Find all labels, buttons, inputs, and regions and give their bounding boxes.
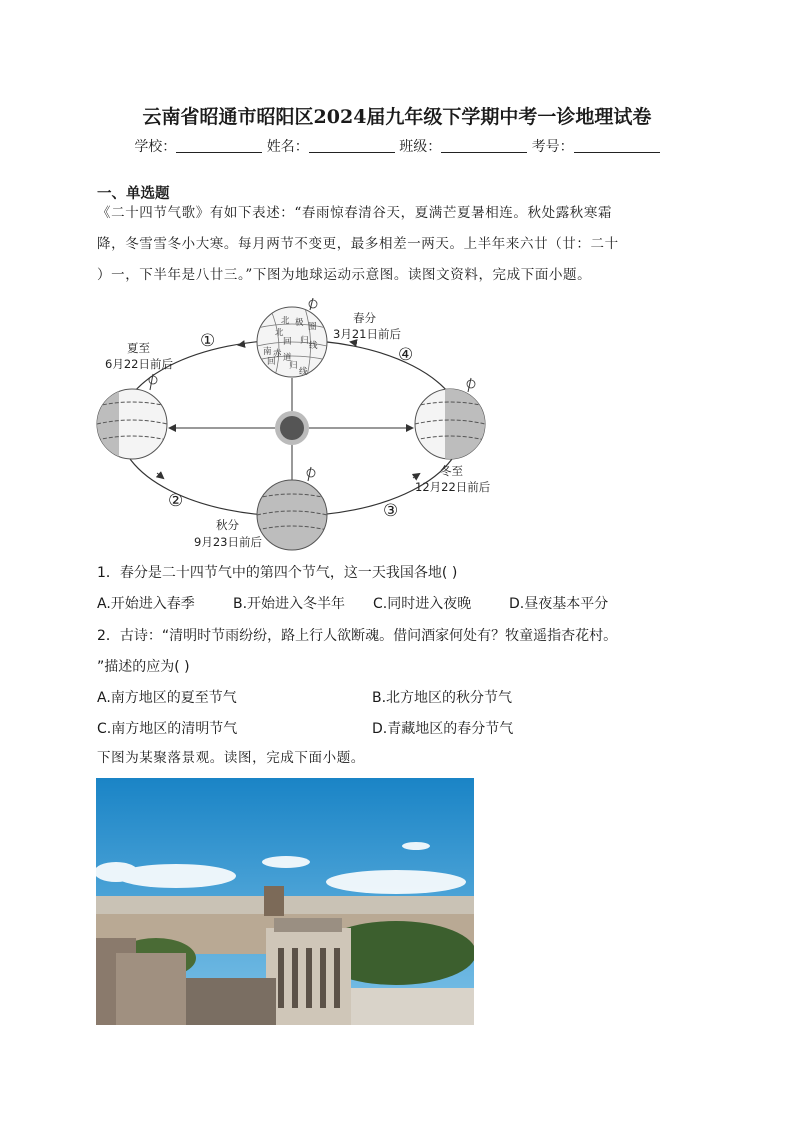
question-2-stem: 2．古诗：“清明时节雨纷纷，路上行人欲断魂。借问酒家何处有？牧童遥指杏花村。 <box>97 628 618 644</box>
orbit-num-3: ③ <box>383 501 399 521</box>
svg-text:北: 北 <box>275 328 284 338</box>
question-2-option-b[interactable]: B.北方地区的秋分节气 <box>372 690 513 706</box>
svg-text:北: 北 <box>281 316 290 326</box>
svg-text:道: 道 <box>283 353 292 363</box>
orbit-num-1: ① <box>200 331 216 351</box>
globe-spring <box>257 298 327 377</box>
svg-text:回: 回 <box>267 357 276 367</box>
intro-2: 下图为某聚落景观。读图，完成下面小题。 <box>97 750 365 766</box>
svg-text:归: 归 <box>300 336 309 346</box>
class-blank <box>441 138 527 153</box>
globe-summer <box>97 374 167 466</box>
intro-line-3: ）一，下半年是八廿三。”下图为地球运动示意图。读图文资料，完成下面小题。 <box>97 267 592 283</box>
orbit-arrow-4 <box>351 342 357 343</box>
intro-paragraph <box>97 198 697 291</box>
question-2-stem-cont: ”描述的应为( ) <box>97 659 190 675</box>
orbit-arrow-2 <box>157 473 163 478</box>
svg-text:线: 线 <box>299 367 308 377</box>
orbit-num-2: ② <box>168 491 184 511</box>
svg-text:回: 回 <box>283 337 292 347</box>
earth-orbit-diagram <box>95 298 505 556</box>
page-title: 云南省昭通市昭阳区2024届九年级下学期中考一诊地理试卷 <box>142 106 652 128</box>
question-1-option-c[interactable]: C.同时进入夜晚 <box>373 596 472 612</box>
svg-text:赤: 赤 <box>273 349 282 359</box>
school-blank <box>176 138 262 153</box>
settlement-photo <box>96 778 474 1025</box>
orbit-arrow-3 <box>413 474 419 478</box>
question-1-option-a[interactable]: A.开始进入春季 <box>97 596 195 612</box>
winter-date: 12月22日前后 <box>415 480 491 494</box>
question-2-option-c[interactable]: C.南方地区的清明节气 <box>97 721 238 737</box>
globe-winter <box>415 378 490 466</box>
class-label: 班级： <box>399 139 442 155</box>
svg-text:归: 归 <box>289 361 298 371</box>
name-blank <box>309 138 395 153</box>
intro-line-1: 《二十四节气歌》有如下表述：“春雨惊春清谷天，夏满芒夏暑相连。秋处露秋寒霜 <box>97 205 613 221</box>
question-1-option-d[interactable]: D.昼夜基本平分 <box>509 596 609 612</box>
svg-text:极: 极 <box>295 318 304 328</box>
number-blank <box>574 138 660 153</box>
question-2-option-d[interactable]: D.青藏地区的春分节气 <box>372 721 514 737</box>
name-label: 姓名： <box>266 139 309 155</box>
autumn-label: 秋分 <box>216 518 239 532</box>
summer-label: 夏至 <box>127 341 150 355</box>
svg-text:南: 南 <box>263 347 272 357</box>
student-info-line <box>0 136 794 156</box>
school-label: 学校： <box>134 139 177 155</box>
winter-label: 冬至 <box>440 464 463 478</box>
spring-date: 3月21日前后 <box>333 327 401 341</box>
spring-label: 春分 <box>353 311 376 325</box>
intro-line-2: 降，冬雪雪冬小大寒。每月两节不变更，最多相差一两天。上半年来六廿（廿：二十 <box>97 236 619 252</box>
question-2-option-a[interactable]: A.南方地区的夏至节气 <box>97 690 237 706</box>
summer-date: 6月22日前后 <box>105 357 173 371</box>
number-label: 考号： <box>531 139 574 155</box>
svg-text:线: 线 <box>309 341 318 351</box>
autumn-date: 9月23日前后 <box>194 535 262 549</box>
sun-icon <box>275 411 309 445</box>
orbit-num-4: ④ <box>398 345 414 365</box>
question-1-stem: 1．春分是二十四节气中的第四个节气，这一天我国各地( ) <box>97 565 458 581</box>
section-title: 一、单选题 <box>97 186 170 202</box>
svg-text:圈: 圈 <box>308 322 317 332</box>
question-1-option-b[interactable]: B.开始进入冬半年 <box>233 596 346 612</box>
